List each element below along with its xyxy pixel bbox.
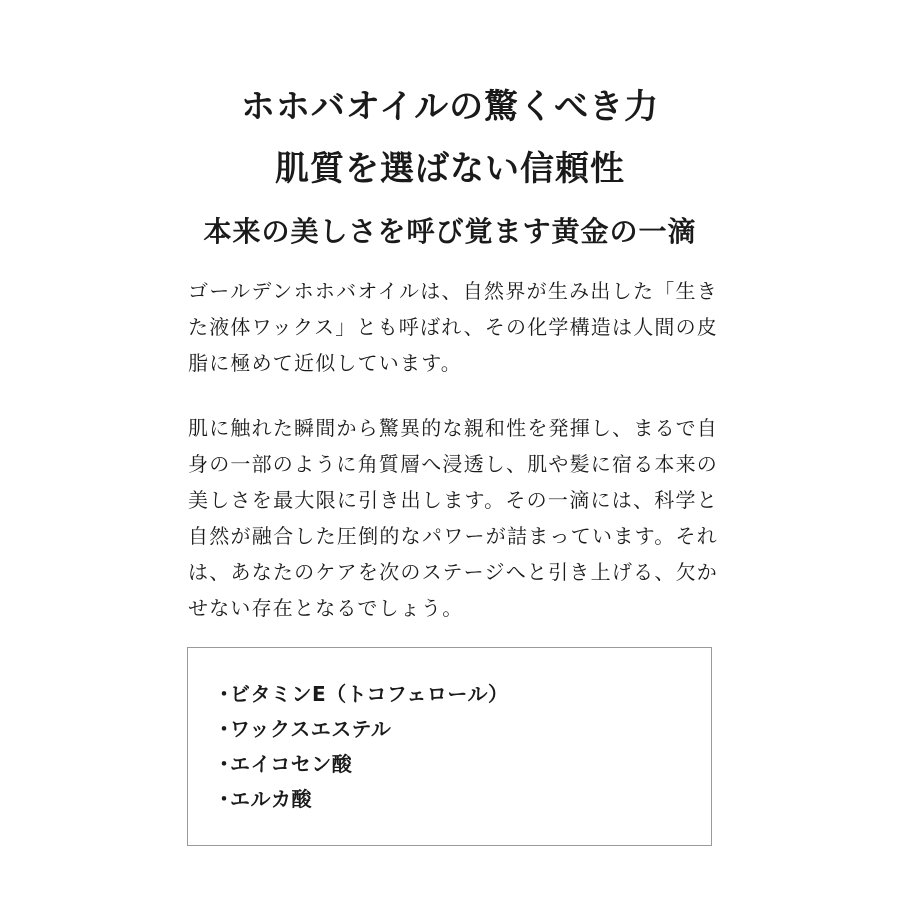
ingredients-box: [187, 647, 712, 846]
list-item: [214, 712, 508, 747]
subheading: 本来の美しさを呼び覚ます黄金の一滴: [203, 215, 697, 248]
headline: [0, 76, 900, 200]
ingredients-list: [214, 677, 508, 817]
bullet: ・: [214, 752, 235, 776]
paragraph-benefits: 肌に触れた瞬間から驚異的な親和性を発揮し、まるで自身の一部のように角質層へ浸透し、肌や髪に宿る本来の美しさを最大限に引き出します。その一滴には、科学と自然が融合した圧倒的なパワーが詰まっています。それは、あなたのケアを次のステージへと引き上げる、欠かせない存在となるでしょう。: [188, 416, 718, 620]
ingredient-label: ビタミンE（トコフェロール）: [230, 682, 509, 706]
bullet: ・: [214, 787, 235, 811]
list-item: [214, 782, 508, 817]
headline-line-1: ホホバオイルの驚くべき力: [240, 87, 660, 127]
ingredient-label: エイコセン酸: [230, 752, 353, 776]
paragraph-intro: ゴールデンホホバオイルは、自然界が生み出した「生きた液体ワックス」とも呼ばれ、その化学構造は人間の皮脂に極めて近似しています。: [188, 279, 718, 375]
list-item: [214, 677, 508, 712]
ingredient-label: ワックスエステル: [230, 717, 392, 741]
ingredient-label: エルカ酸: [230, 787, 312, 811]
bullet: ・: [214, 717, 235, 741]
bullet: ・: [214, 682, 235, 706]
list-item: [214, 747, 508, 782]
headline-line-2: 肌質を選ばない信頼性: [275, 149, 625, 189]
